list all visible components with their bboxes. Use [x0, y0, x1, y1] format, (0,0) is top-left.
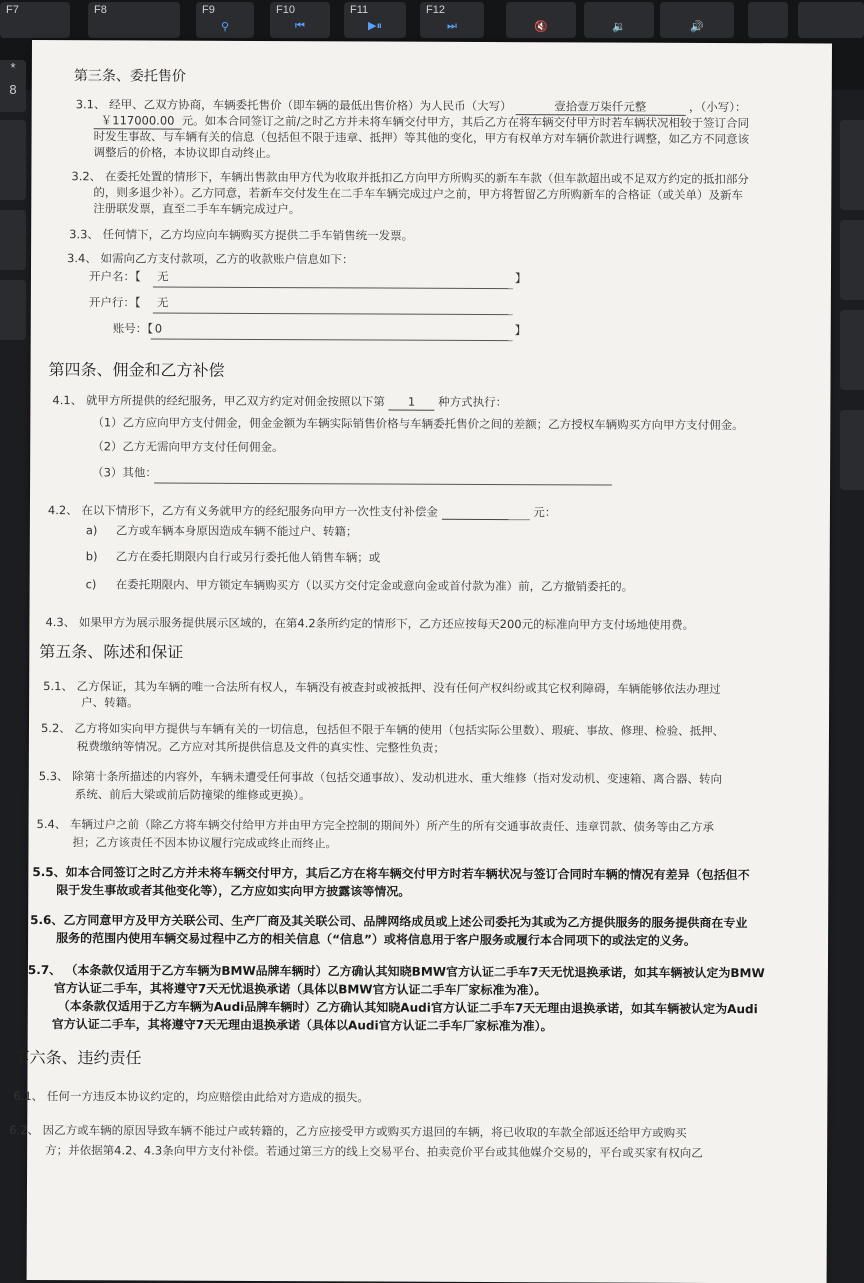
key-right-column[interactable] — [840, 310, 864, 390]
commission-option-1: （1）乙方应向甲方支付佣金，佣金金额为车辆实际销售价格与车辆委托售价之间的差额；乙方授权车辆购买方向甲方支付佣金。 — [92, 415, 744, 433]
key-right-column[interactable] — [840, 410, 864, 490]
clause-6-2-line-2: 方；并依据第4.2、4.3条向甲方支付补偿。若通过第三方的线上交易平台、拍卖竞价平台或其他媒介交易的，平台或买家有权向乙 — [45, 1143, 703, 1160]
clause-3-4: 3.4、 如需向乙方支付款项，乙方的收款账户信息如下： — [67, 251, 354, 267]
key-f10[interactable] — [270, 2, 330, 38]
clause-5-3-line-2: 系统、前后大梁或前后防撞梁的维修或更换）。 — [74, 787, 311, 803]
key-volume-down[interactable] — [584, 2, 654, 38]
key-volume-up[interactable] — [660, 2, 734, 38]
key-right-column[interactable] — [840, 220, 864, 300]
play-pause-icon: ▶⏸ — [368, 20, 382, 32]
account-name-underline — [153, 287, 513, 290]
key-right-column[interactable] — [840, 120, 864, 210]
clause-5-4-line-1: 5.4、 车辆过户之前（除乙方将车辆交付给甲方并由甲方完全控制的期间外）所产生的所有交通事故责任、违章罚款、债务等由乙方承 — [36, 817, 715, 834]
account-bank-value: 无 — [156, 295, 169, 310]
key-power[interactable] — [748, 2, 788, 38]
contract-page — [9, 40, 832, 1283]
account-number-label: 账号：【 — [112, 321, 154, 336]
key-label: 8 — [9, 82, 17, 97]
commission-option-choice: 1 — [388, 394, 434, 411]
key-f11[interactable] — [344, 2, 406, 38]
section-4-title: 第四条、佣金和乙方补偿 — [48, 360, 225, 380]
account-number-underline — [151, 339, 513, 342]
clause-5-6-line-2: 服务的范围内使用车辆交易过程中乙方的相关信息（“信息”）或将信息用于客户服务或履行本合同项下的或法定的义务。 — [56, 931, 696, 948]
account-name-label: 开户名：【 — [88, 269, 141, 284]
clause-4-2 — [48, 502, 556, 520]
clause-text: 4.1、 就甲方所提供的经纪服务，甲乙双方约定对佣金按照以下第 — [52, 393, 385, 409]
clause-text: ，（小写）： — [688, 99, 747, 115]
clause-5-1-line-2: 户、转籍。 — [81, 695, 139, 710]
clause-6-2-line-1: 6.2、 因乙方或车辆的原因导致车辆不能过户或转籍的，乙方应接受甲方或购买方退回的车辆，将已收取的车款全部返还给甲方或购买 — [9, 1122, 687, 1140]
other-option-underline — [154, 483, 612, 486]
clause-3-2-line-3: 注册联发票，直至二手车车辆完成过户。 — [93, 201, 301, 217]
clause-4-2-item-marker: c) — [85, 577, 97, 592]
clause-5-7-line-4: 官方认证二手车，其将遵守7天无理由退换承诺（具体以Audi官方认证二手车厂家标准为准）。 — [51, 1017, 553, 1034]
volume-down-icon: 🔉 — [612, 21, 626, 33]
previous-track-icon: ⏮ — [295, 20, 305, 32]
clause-text: 4.2、 在以下情形下，乙方有义务就甲方的经纪服务向甲方一次性支付补偿金 — [47, 503, 438, 519]
clause-6-1: 6.1、 任何一方违反本协议约定的，均应赔偿由此给对方造成的损失。 — [13, 1088, 369, 1105]
key-extra[interactable] — [798, 2, 864, 38]
account-name-value: 无 — [156, 269, 169, 284]
clause-5-3-line-1: 5.3、 除第十条所描述的内容外，车辆未遭受任何事故（包括交通事故）、发动机进水、重大维修（指对发动机、变速箱、离合器、转向 — [38, 769, 723, 787]
clause-5-6-line-1: 5.6、乙方同意甲方及甲方关联公司、生产厂商及其关联公司、品牌网络成员或上述公司委托为其或为乙方提供服务的服务提供商在专业 — [30, 913, 748, 931]
key-f9[interactable] — [196, 2, 254, 38]
key-f12[interactable] — [420, 2, 484, 38]
clause-4-2-item: 乙方或车辆本身原因造成车辆不能过户、转籍； — [115, 523, 358, 539]
compensation-amount-blank — [442, 505, 530, 520]
clause-5-4-line-2: 担；乙方该责任不因本协议履行完成或终止而终止。 — [72, 835, 338, 851]
next-track-icon: ⏭ — [447, 20, 457, 32]
clause-3-2-line-2: 的，则多退少补）。乙方同意，若新车交付发生在二手车车辆完成过户之前，甲方将暂留乙方所购新车的合格证（或关单）及新车 — [93, 185, 744, 203]
clause-5-7-line-3: （本条款仅适用于乙方车辆为Audi品牌车辆时）乙方确认其知晓Audi官方认证二手车7天无理由退换承诺，如其车辆被认定为Audi — [57, 999, 758, 1017]
commission-option-2: （2）乙方无需向甲方支付任何佣金。 — [92, 439, 284, 455]
account-number-value: 0 — [154, 321, 163, 336]
clause-3-1-line-4: 调整后的价格，本协议即自动终止。 — [93, 145, 278, 161]
key-8[interactable] — [0, 82, 26, 112]
key-label: F7 — [6, 4, 19, 16]
clause-3-3: 3.3、 任何情下，乙方均应向车辆购买方提供二手车销售统一发票。 — [69, 227, 414, 243]
clause-4-2-item-marker: a) — [85, 523, 98, 538]
account-bank-label: 开户行：【 — [88, 295, 141, 310]
commission-option-3: （3）其他： — [92, 465, 157, 480]
clause-5-5-line-1: 5.5、如本合同签订之时乙方并未将车辆交付甲方，其后乙方在将车辆交付甲方时若车辆状况与签订合同时车辆的情况有差异（包括但不 — [32, 865, 750, 883]
clause-3-2-line-1: 3.2、 在委托处置的情形下，车辆出售款由甲方代为收取并抵扣乙方向甲方所购买的新车车款（但车款超出或不足双方约定的抵扣部分 — [71, 169, 749, 187]
key-left-column[interactable] — [0, 280, 26, 340]
clause-5-7-line-1: 5.7、 （本条款仅适用于乙方车辆为BMW品牌车辆时）乙方确认其知晓BMW官方认证二手车7天无忧退换承诺，如其车辆被认定为BMW — [27, 962, 765, 981]
bracket-close: 】 — [514, 271, 527, 286]
key-label: F8 — [94, 4, 107, 16]
price-in-figures: ￥117000.00 — [94, 112, 182, 129]
clause-5-5-line-2: 限于发生事故或者其他变化等），乙方应如实向甲方披露该等情况。 — [56, 883, 411, 899]
clause-text: 3.1、 经甲、乙双方协商，车辆委托售价（即车辆的最低出售价格）为人民币（大写） — [75, 97, 512, 114]
clause-5-2-line-2: 税费缴纳等情况。乙方应对其所提供信息及文件的真实性、完整性负责； — [76, 739, 445, 755]
clause-4-1 — [52, 392, 507, 411]
account-bank-underline — [153, 313, 513, 316]
section-5-title: 第五条、陈述和保证 — [39, 642, 184, 662]
search-icon: ⚲ — [220, 21, 230, 33]
key-f8[interactable] — [88, 2, 180, 38]
key-label: F11 — [350, 4, 369, 16]
key-f7[interactable] — [0, 2, 70, 38]
clause-text: 元： — [533, 505, 557, 520]
key-left-column[interactable] — [0, 120, 26, 200]
key-mute[interactable] — [506, 2, 576, 38]
price-in-words: 壹拾壹万柒仟元整 — [515, 98, 685, 116]
clause-5-1-line-1: 5.1、 乙方保证，其为车辆的唯一合法所有权人，车辆没有被查封或被抵押、没有任何产权纠纷或其它权利障碍，车辆能够依法办理过 — [43, 679, 721, 697]
mute-icon: 🔇 — [534, 21, 548, 33]
volume-up-icon: 🔊 — [690, 21, 704, 33]
clause-text: 种方式执行： — [438, 394, 508, 410]
key-left-column[interactable] — [0, 210, 26, 270]
clause-3-1-line-3: 时发生事故、与车辆有关的信息（包括但不限于违章、抵押）等其他的变化，甲方有权单方对车辆价款进行调整，如乙方不同意该 — [93, 129, 750, 147]
section-6-title: 第六条、违约责任 — [13, 1047, 142, 1068]
key-label: * — [10, 60, 16, 75]
clause-4-2-item: 在委托期限内、甲方锁定车辆购买方（以买方交付定金或意向金或首付款为准）前，乙方撤销委托的。 — [115, 577, 634, 594]
key-label: F10 — [276, 4, 295, 16]
key-label: F9 — [202, 4, 215, 16]
clause-5-2-line-1: 5.2、 乙方将如实向甲方提供与车辆有关的一切信息，包括但不限于车辆的使用（包括实际公里数）、瑕疵、事故、修理、检验、抵押、 — [40, 721, 725, 739]
clause-4-2-item: 乙方在委托期限内自行或另行委托他人销售车辆；或 — [115, 549, 381, 565]
key-label: F12 — [426, 4, 445, 16]
clause-4-2-item-marker: b) — [85, 549, 98, 564]
clause-5-7-line-2: 官方认证二手车，其将遵守7天无忧退换承诺（具体以BMW官方认证二手车厂家标准为准）。 — [53, 981, 547, 998]
clause-text: 元。如本合同签订之前/之时乙方并未将车辆交付甲方，其后乙方在将车辆交付甲方时若车辆状况相较于签订合同 — [181, 113, 750, 131]
clause-4-3: 4.3、 如果甲方为展示服务提供展示区域的，在第4.2条所约定的情形下，乙方还应按每天200元的标准向甲方支付场地使用费。 — [45, 615, 695, 632]
section-3-title: 第三条、委托售价 — [73, 68, 186, 85]
bracket-close: 】 — [514, 323, 527, 338]
